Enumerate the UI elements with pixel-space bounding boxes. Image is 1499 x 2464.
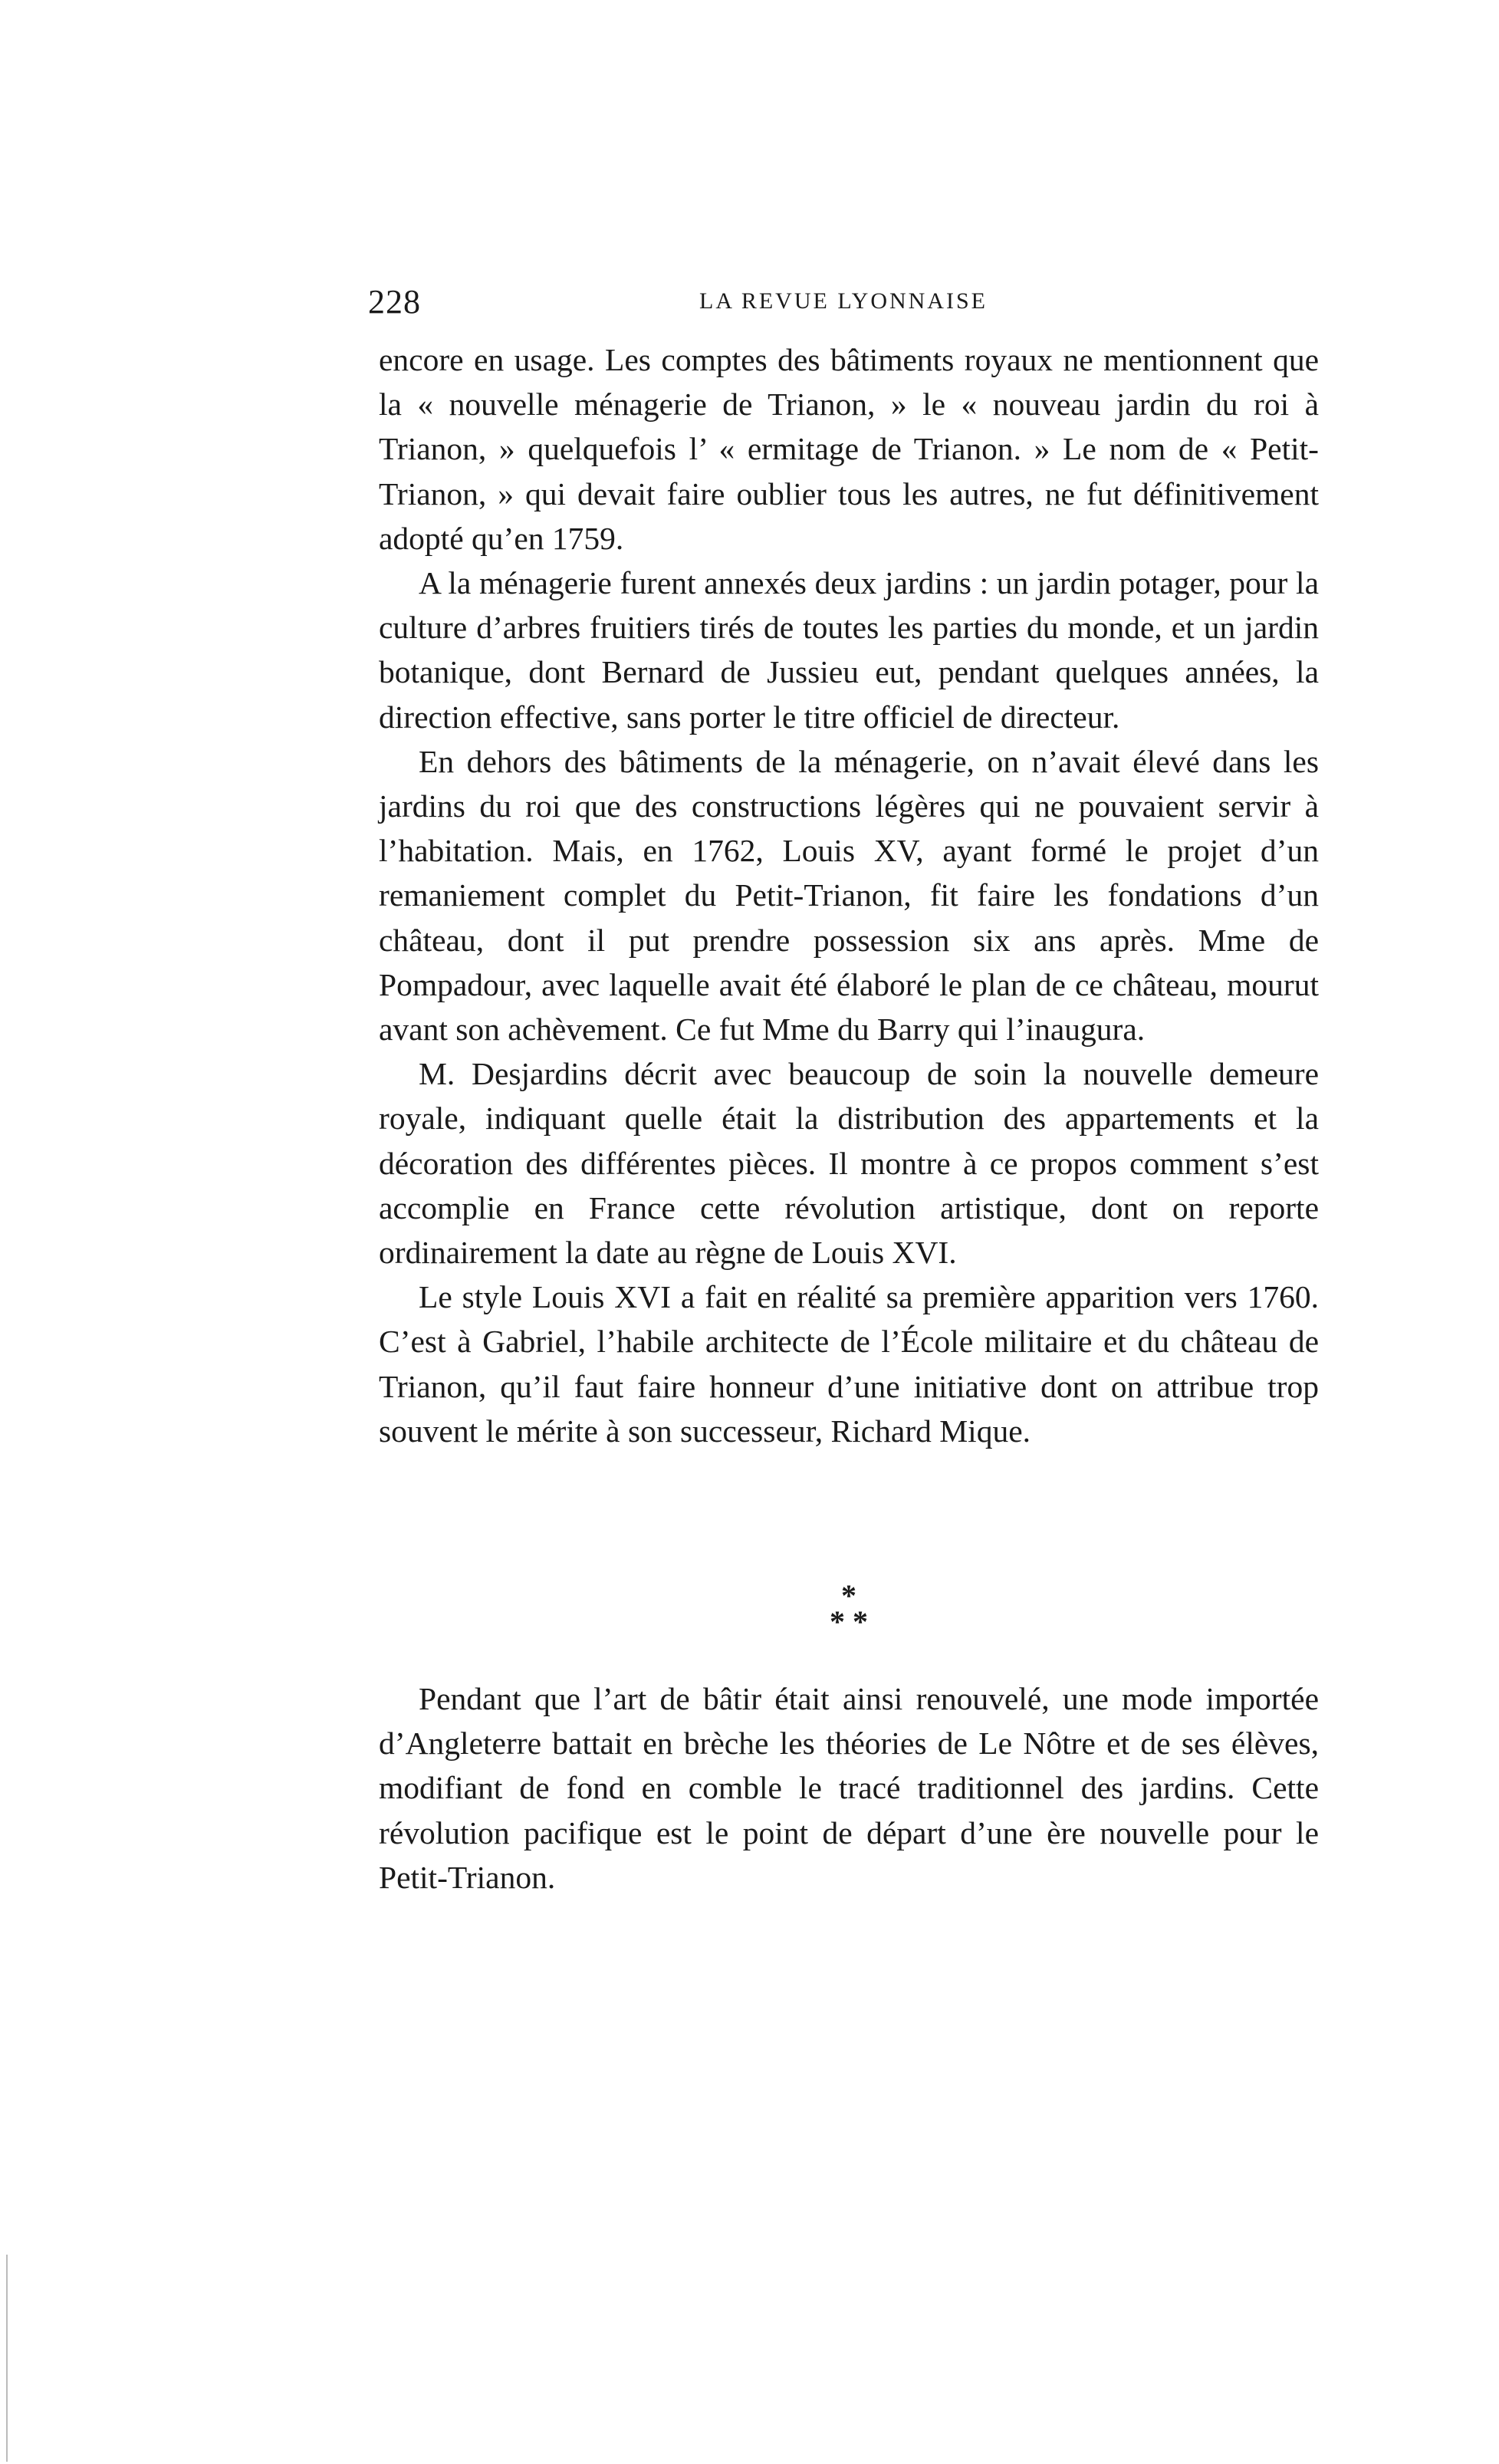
page-header <box>368 282 1319 328</box>
section-break-asterism <box>379 1578 1319 1639</box>
asterism-top: * <box>841 1578 856 1613</box>
paragraph-continuation: encore en usage. Les comptes des bâtiments royaux ne mentionnent que la « nouvelle ménagerie de Trianon, » le « nouveau jardin du roi à Trianon, » quelquefois l’ « ermitage de Trianon. » Le nom de « Petit-Trianon, » qui devait faire oublier tous les autres, ne fut définitivement adopté qu’en 1759. <box>379 342 1319 556</box>
page-number: 228 <box>368 283 421 321</box>
running-title: LA REVUE LYONNAISE <box>699 288 988 314</box>
body-text <box>379 337 1319 1453</box>
paragraph-louis-xvi-style: Le style Louis XVI a fait en réalité sa première apparition vers 1760. C’est à Gabriel, l’habile architecte de l’École militaire et du château de Trianon, qu’il faut faire honneur d’une initiative dont on attribue trop souvent le mérite à son successeur, Richard Mique. <box>379 1279 1319 1449</box>
paragraph-chateau-construction: En dehors des bâtiments de la ménagerie, on n’avait élevé dans les jardins du roi que des constructions légères qui ne pouvaient servir à l’habitation. Mais, en 1762, Louis XV, ayant formé le projet d’un remaniement complet du Petit-Trianon, fit faire les fondations d’un château, dont il put prendre possession six ans après. Mme de Pompadour, avec laquelle avait été élaboré le plan de ce château, mourut avant son achèvement. Ce fut Mme du Barry qui l’inaugura. <box>379 743 1319 1048</box>
paragraph-menagerie-gardens: A la ménagerie furent annexés deux jardins : un jardin potager, pour la culture d’arbres fruitiers tirés de toutes les parties du monde, et un jardin botanique, dont Bernard de Jussieu eut, pendant quelques années, la direction effective, sans porter le titre officiel de directeur. <box>379 565 1319 735</box>
body-text-after-break <box>379 1676 1319 1900</box>
paragraph-english-gardens: Pendant que l’art de bâtir était ainsi renouvelé, une mode importée d’Angleterre battait en brèche les théories de Le Nôtre et de ses élèves, modifiant de fond en comble le tracé traditionnel des jardins. Cette révolution pacifique est le point de départ d’une ère nouvelle pour le Petit-Trianon. <box>379 1681 1319 1895</box>
paragraph-desjardins: M. Desjardins décrit avec beaucoup de soin la nouvelle demeure royale, indiquant quelle était la distribution des appartements et la décoration des différentes pièces. Il montre à ce propos comment s’est accomplie en France cette révolution artistique, dont on reporte ordinairement la date au règne de Louis XVI. <box>379 1056 1319 1271</box>
asterism-bottom: * * <box>830 1604 868 1639</box>
scan-edge-mark <box>6 2255 8 2462</box>
